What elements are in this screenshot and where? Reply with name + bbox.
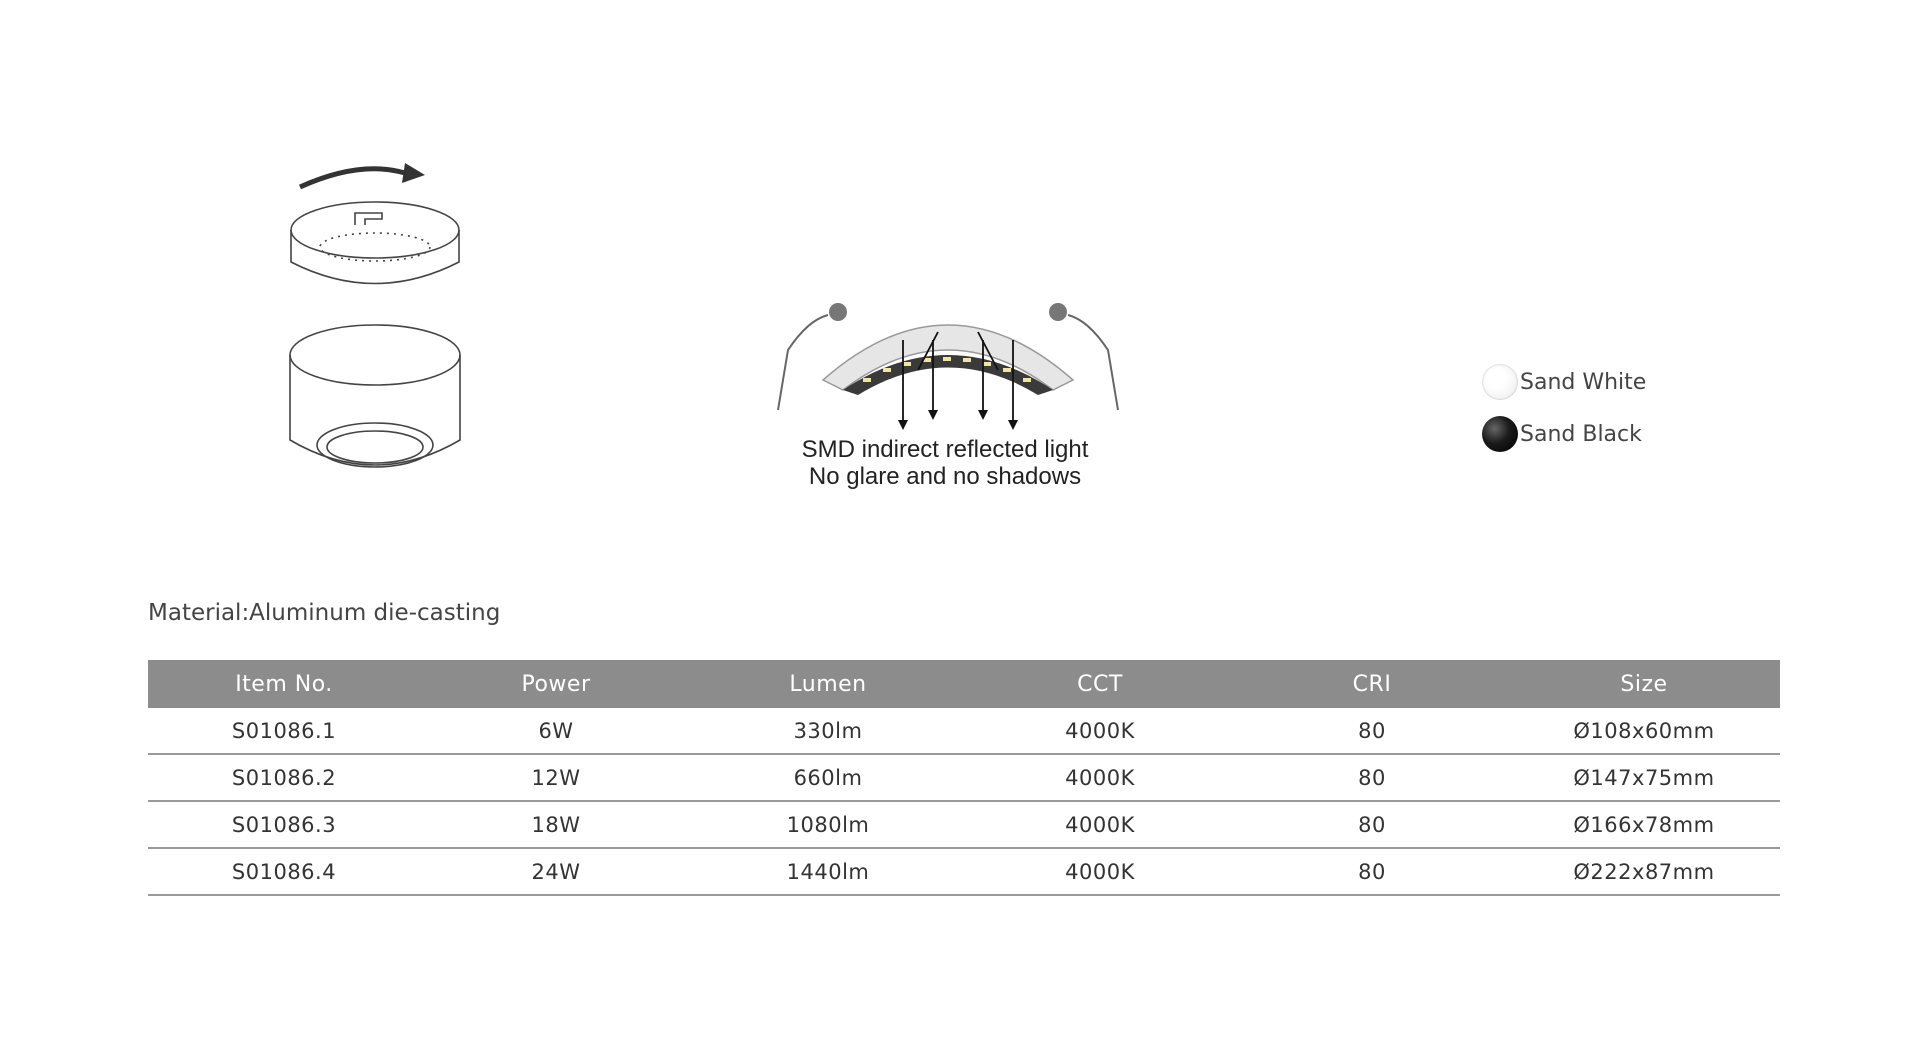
cell-cct: 4000K bbox=[964, 848, 1236, 895]
caption-line-1: SMD indirect reflected light bbox=[801, 436, 1089, 463]
light-cross-section-diagram bbox=[768, 290, 1128, 430]
cell-cri: 80 bbox=[1236, 801, 1508, 848]
rotate-arrow-icon bbox=[300, 163, 425, 187]
cell-size: Ø166x78mm bbox=[1508, 801, 1780, 848]
table-row bbox=[148, 708, 1780, 754]
color-options bbox=[1482, 362, 1702, 466]
spring-clip-right bbox=[1049, 303, 1067, 321]
swatch-sand-white bbox=[1482, 364, 1518, 400]
cell-size: Ø147x75mm bbox=[1508, 754, 1780, 801]
table-row bbox=[148, 754, 1780, 801]
cell-cct: 4000K bbox=[964, 801, 1236, 848]
material-note: Material:Aluminum die-casting bbox=[148, 600, 501, 626]
cell-cri: 80 bbox=[1236, 708, 1508, 754]
header-power: Power bbox=[420, 660, 692, 708]
cell-item-no: S01086.4 bbox=[148, 848, 420, 895]
table-row bbox=[148, 801, 1780, 848]
cell-power: 18W bbox=[420, 801, 692, 848]
header-size: Size bbox=[1508, 660, 1780, 708]
cell-lumen: 1440lm bbox=[692, 848, 964, 895]
header-lumen: Lumen bbox=[692, 660, 964, 708]
cell-power: 24W bbox=[420, 848, 692, 895]
cell-cct: 4000K bbox=[964, 708, 1236, 754]
color-option-sand-white bbox=[1482, 362, 1702, 402]
table-header-row bbox=[148, 660, 1780, 708]
diagram-caption bbox=[720, 436, 1170, 490]
product-illustration bbox=[280, 155, 480, 495]
color-label: Sand White bbox=[1520, 369, 1647, 395]
header-cri: CRI bbox=[1236, 660, 1508, 708]
cell-cri: 80 bbox=[1236, 848, 1508, 895]
table-row bbox=[148, 848, 1780, 895]
cell-power: 12W bbox=[420, 754, 692, 801]
cell-item-no: S01086.1 bbox=[148, 708, 420, 754]
color-option-sand-black bbox=[1482, 414, 1702, 454]
cell-power: 6W bbox=[420, 708, 692, 754]
cell-size: Ø222x87mm bbox=[1508, 848, 1780, 895]
mounting-plate bbox=[291, 202, 459, 284]
cell-lumen: 1080lm bbox=[692, 801, 964, 848]
cell-size: Ø108x60mm bbox=[1508, 708, 1780, 754]
cell-item-no: S01086.2 bbox=[148, 754, 420, 801]
swatch-sand-black bbox=[1482, 416, 1518, 452]
lamp-body bbox=[290, 325, 460, 467]
caption-line-2: No glare and no shadows bbox=[808, 463, 1082, 490]
cell-lumen: 330lm bbox=[692, 708, 964, 754]
cell-item-no: S01086.3 bbox=[148, 801, 420, 848]
spring-clip-left bbox=[829, 303, 847, 321]
cell-cct: 4000K bbox=[964, 754, 1236, 801]
cell-lumen: 660lm bbox=[692, 754, 964, 801]
cell-cri: 80 bbox=[1236, 754, 1508, 801]
spec-table bbox=[148, 660, 1780, 896]
header-item-no: Item No. bbox=[148, 660, 420, 708]
header-cct: CCT bbox=[964, 660, 1236, 708]
color-label: Sand Black bbox=[1520, 421, 1642, 447]
